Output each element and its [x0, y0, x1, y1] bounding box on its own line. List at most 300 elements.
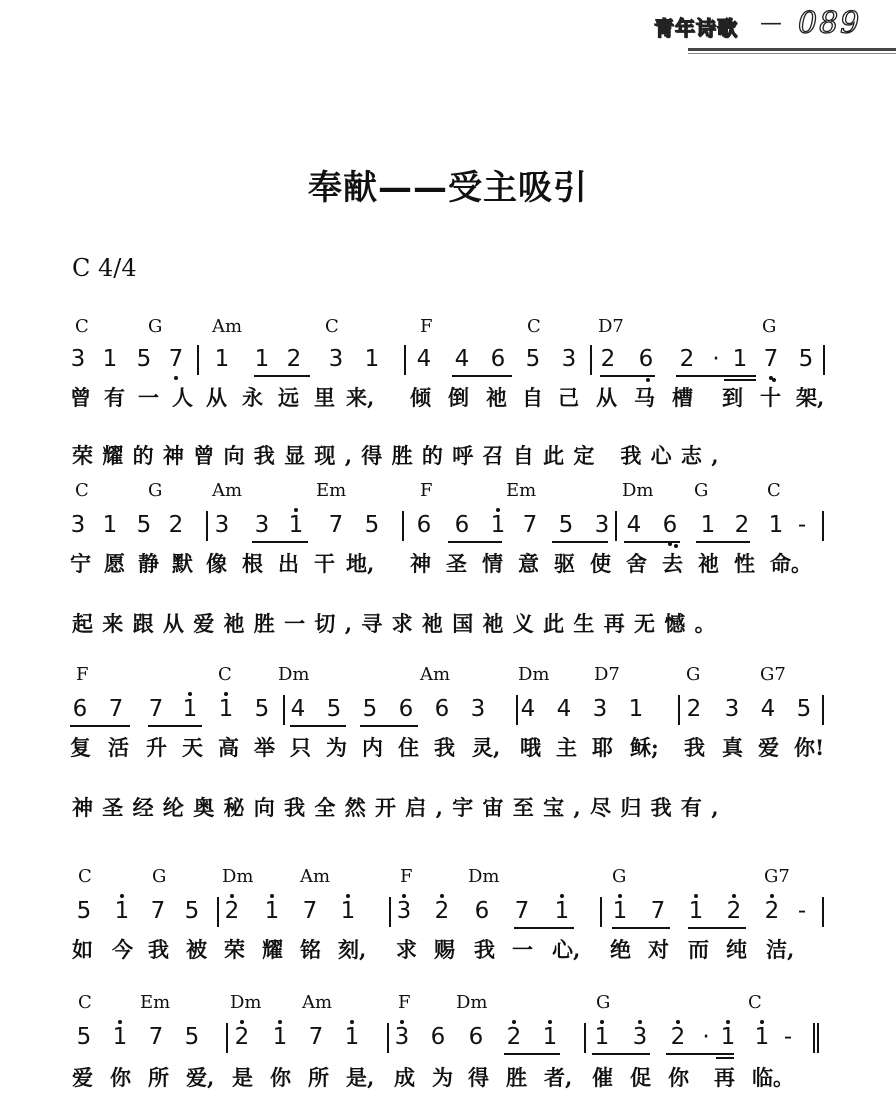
chord-symbol: D7: [594, 664, 620, 685]
lyric-dot: [646, 378, 650, 382]
bar-line: [584, 1023, 586, 1053]
lyric-syllable: 是: [232, 1065, 253, 1090]
final-bar-line: [813, 1023, 819, 1053]
note: 3: [70, 512, 86, 538]
lyric-syllable: 性: [734, 551, 755, 576]
lyric-syllable: 永: [242, 385, 263, 410]
note: 7: [148, 1024, 164, 1050]
note: 3: [561, 346, 577, 372]
chord-symbol: Dm: [278, 664, 310, 685]
header-rule-thin: [688, 53, 896, 54]
note: 2: [679, 346, 695, 372]
lyric-syllable: 所: [148, 1065, 169, 1090]
note: 6: [416, 512, 432, 538]
octave-dot-high: [770, 894, 774, 898]
chord-symbol: Dm: [456, 992, 488, 1013]
lyric-syllable: 天: [182, 735, 203, 760]
lyric-syllable: 里: [314, 385, 335, 410]
lyric-syllable: 从: [206, 385, 227, 410]
lyric-syllable: 荣: [224, 937, 245, 962]
lyric-syllable: 像: [206, 551, 227, 576]
note: 5: [362, 696, 378, 722]
bar-line: [217, 897, 219, 927]
note: ·: [702, 1024, 710, 1050]
octave-dot-high: [230, 894, 234, 898]
lyric-syllable: 举: [254, 735, 275, 760]
note: 2: [286, 346, 302, 372]
chord-symbol: G: [686, 664, 701, 685]
note: 1: [542, 1024, 558, 1050]
lyric-syllable: 祂: [698, 551, 719, 576]
octave-dot-high: [760, 1020, 764, 1024]
octave-dot-high: [676, 1020, 680, 1024]
chord-symbol: C: [527, 316, 541, 337]
lyric-syllable: 耀: [262, 937, 283, 962]
bar-line: [823, 345, 825, 375]
chord-symbol: D7: [598, 316, 624, 337]
lyric-syllable: 我: [684, 735, 705, 760]
note: 6: [468, 1024, 484, 1050]
chord-symbol: C: [748, 992, 762, 1013]
note: 1: [554, 898, 570, 924]
lyric-syllable: 人: [172, 385, 193, 410]
octave-dot-high: [240, 1020, 244, 1024]
lyric-syllable: 意: [518, 551, 539, 576]
lyric-syllable: 被: [186, 937, 207, 962]
note: 1: [102, 512, 118, 538]
song-title: 奉献——受主吸引: [308, 168, 588, 208]
lyric-syllable: 心,: [552, 937, 581, 962]
lyric-syllable: 活: [108, 735, 129, 760]
lyric-syllable: 你: [110, 1065, 131, 1090]
octave-dot-high: [512, 1020, 516, 1024]
lyric-syllable: 爱: [758, 735, 779, 760]
octave-dot-high: [440, 894, 444, 898]
lyric-syllable: 我: [434, 735, 455, 760]
note: 1: [688, 898, 704, 924]
lyric-syllable: 胜: [506, 1065, 527, 1090]
lyric-syllable: 倒: [448, 385, 469, 410]
chord-symbol: C: [78, 992, 92, 1013]
lyric-syllable: 催: [592, 1065, 613, 1090]
note: 4: [760, 696, 776, 722]
note: 7: [522, 512, 538, 538]
verse2-lyric-line: 荣耀的神曾向我显现,得胜的呼召自此定 我心志,: [72, 443, 728, 468]
note: -: [783, 1024, 793, 1050]
chord-symbol: C: [767, 480, 781, 501]
beam-underline: [666, 1053, 734, 1055]
note: 6: [72, 696, 88, 722]
note: 1: [288, 512, 304, 538]
beam-underline: [448, 541, 502, 543]
lyric-syllable: 舍: [626, 551, 647, 576]
note: 2: [726, 898, 742, 924]
note: 2: [434, 898, 450, 924]
lyric-syllable: 愿: [104, 551, 125, 576]
note: 7: [168, 346, 184, 372]
octave-dot-high: [618, 894, 622, 898]
octave-dot-high: [346, 894, 350, 898]
bar-line: [283, 695, 285, 725]
bar-line: [678, 695, 680, 725]
page-header: [640, 8, 896, 42]
note: 6: [398, 696, 414, 722]
beam-underline: [592, 1053, 650, 1055]
beam-underline: [452, 375, 512, 377]
note: 3: [214, 512, 230, 538]
lyric-syllable: 是,: [346, 1065, 375, 1090]
bar-line: [822, 511, 824, 541]
note: 7: [763, 346, 779, 372]
note: 2: [234, 1024, 250, 1050]
bar-line: [404, 345, 406, 375]
note: 5: [798, 346, 814, 372]
lyric-syllable: 求: [396, 937, 417, 962]
note: 1: [732, 346, 748, 372]
note: 3: [328, 346, 344, 372]
chord-symbol: G: [694, 480, 709, 501]
lyric-syllable: 高: [218, 735, 239, 760]
octave-dot-high: [694, 894, 698, 898]
note: 5: [76, 1024, 92, 1050]
octave-dot-high: [548, 1020, 552, 1024]
note: 6: [430, 1024, 446, 1050]
note: 1: [490, 512, 506, 538]
chord-symbol: G: [152, 866, 167, 887]
note: 7: [308, 1024, 324, 1050]
note: 1: [594, 1024, 610, 1050]
lyric-syllable: 促: [630, 1065, 651, 1090]
lyric-syllable: 纯: [726, 937, 747, 962]
octave-dot-high: [600, 1020, 604, 1024]
note: 5: [184, 1024, 200, 1050]
beam-underline-double: [724, 379, 756, 381]
lyric-syllable: 神: [410, 551, 431, 576]
lyric-syllable: 爱,: [186, 1065, 215, 1090]
lyric-syllable: 升: [146, 735, 167, 760]
note: 1: [628, 696, 644, 722]
chord-symbol: Em: [316, 480, 347, 501]
lyric-syllable: 如: [72, 937, 93, 962]
chord-symbol: Dm: [468, 866, 500, 887]
note: 6: [490, 346, 506, 372]
lyric-syllable: 成: [394, 1065, 415, 1090]
lyric-syllable: 静: [138, 551, 159, 576]
octave-dot-high: [638, 1020, 642, 1024]
chord-symbol: G: [148, 316, 163, 337]
note: 5: [254, 696, 270, 722]
note: 3: [70, 346, 86, 372]
note: 6: [434, 696, 450, 722]
note: 7: [650, 898, 666, 924]
bar-line: [590, 345, 592, 375]
lyric-syllable: 宁: [70, 551, 91, 576]
lyric-syllable: 所: [308, 1065, 329, 1090]
note: 3: [396, 898, 412, 924]
note: 1: [612, 898, 628, 924]
note: 6: [454, 512, 470, 538]
lyric-syllable: 地,: [346, 551, 375, 576]
bar-line: [600, 897, 602, 927]
beam-underline: [254, 375, 310, 377]
lyric-syllable: 一: [138, 385, 159, 410]
chord-symbol: G7: [760, 664, 786, 685]
note: 1: [754, 1024, 770, 1050]
note: 3: [724, 696, 740, 722]
book-title: 青年诗歌: [654, 16, 738, 40]
chord-symbol: C: [75, 480, 89, 501]
lyric-syllable: 己: [558, 385, 579, 410]
octave-dot-high: [726, 1020, 730, 1024]
octave-dot-high: [224, 692, 228, 696]
note: 1: [114, 898, 130, 924]
octave-dot-high: [278, 1020, 282, 1024]
lyric-syllable: 根: [242, 551, 263, 576]
chord-symbol: C: [75, 316, 89, 337]
lyric-syllable: 住: [398, 735, 419, 760]
note: 1: [272, 1024, 288, 1050]
lyric-syllable: 内: [362, 735, 383, 760]
chord-symbol: Dm: [622, 480, 654, 501]
chord-symbol: Am: [300, 866, 331, 887]
chord-symbol: C: [325, 316, 339, 337]
chord-symbol: Am: [212, 480, 243, 501]
note: 6: [474, 898, 490, 924]
bar-line: [615, 511, 617, 541]
lyric-syllable: 哦: [520, 735, 541, 760]
beam-underline: [676, 375, 756, 377]
chord-symbol: F: [420, 316, 433, 337]
lyric-syllable: 去: [662, 551, 683, 576]
chord-symbol: G7: [764, 866, 790, 887]
chord-symbol: F: [398, 992, 411, 1013]
lyric-syllable: 临。: [752, 1065, 794, 1090]
lyric-syllable: 出: [278, 551, 299, 576]
bar-line: [206, 511, 208, 541]
note: 3: [394, 1024, 410, 1050]
lyric-syllable: 得: [468, 1065, 489, 1090]
note: 7: [328, 512, 344, 538]
chord-symbol: Am: [212, 316, 243, 337]
note: 3: [254, 512, 270, 538]
octave-dot-high: [400, 1020, 404, 1024]
lyric-syllable: 灵,: [472, 735, 501, 760]
note: 1: [112, 1024, 128, 1050]
lyric-syllable: 而: [688, 937, 709, 962]
note: 7: [148, 696, 164, 722]
lyric-syllable: 洁,: [766, 937, 795, 962]
note: 2: [224, 898, 240, 924]
chord-symbol: G: [762, 316, 777, 337]
chord-symbol: F: [76, 664, 89, 685]
lyric-syllable: 到: [722, 385, 743, 410]
bar-line: [226, 1023, 228, 1053]
lyric-syllable: 今: [112, 937, 133, 962]
note: 3: [470, 696, 486, 722]
lyric-syllable: 爱: [72, 1065, 93, 1090]
lyric-syllable: 十: [760, 385, 781, 410]
chord-symbol: Am: [302, 992, 333, 1013]
lyric-syllable: 铭: [300, 937, 321, 962]
lyric-syllable: 有: [104, 385, 125, 410]
beam-underline: [600, 375, 655, 377]
lyric-dot: [674, 544, 678, 548]
note: 1: [344, 1024, 360, 1050]
lyric-syllable: 复: [70, 735, 91, 760]
lyric-syllable: 为: [432, 1065, 453, 1090]
lyric-syllable: 你!: [794, 735, 825, 760]
note: 7: [302, 898, 318, 924]
lyric-syllable: 驱: [554, 551, 575, 576]
note: 1: [364, 346, 380, 372]
chord-symbol: C: [78, 866, 92, 887]
note: 5: [525, 346, 541, 372]
lyric-syllable: 自: [522, 385, 543, 410]
octave-dot-high: [188, 692, 192, 696]
octave-dot-high: [118, 1020, 122, 1024]
lyric-syllable: 架,: [796, 385, 825, 410]
note: 4: [626, 512, 642, 538]
note: 1: [340, 898, 356, 924]
note: 1: [264, 898, 280, 924]
lyric-syllable: 者,: [544, 1065, 573, 1090]
key-signature: C 4/4: [72, 254, 137, 282]
lyric-syllable: 你: [668, 1065, 689, 1090]
lyric-syllable: 马: [634, 385, 655, 410]
chord-symbol: Em: [140, 992, 171, 1013]
note: 1: [700, 512, 716, 538]
note: 5: [136, 512, 152, 538]
note: -: [797, 512, 807, 538]
note: 1: [214, 346, 230, 372]
lyric-dot: [772, 378, 776, 382]
note: 1: [182, 696, 198, 722]
bar-line: [387, 1023, 389, 1053]
lyric-syllable: 赐: [434, 937, 455, 962]
note: 1: [102, 346, 118, 372]
note: 5: [558, 512, 574, 538]
beam-underline: [360, 725, 418, 727]
lyric-syllable: 槽: [672, 385, 693, 410]
note: 5: [76, 898, 92, 924]
octave-dot-high: [732, 894, 736, 898]
lyric-syllable: 一: [512, 937, 533, 962]
lyric-syllable: 对: [648, 937, 669, 962]
beam-underline: [514, 927, 574, 929]
note: 5: [326, 696, 342, 722]
beam-underline: [552, 541, 608, 543]
beam-underline: [696, 541, 750, 543]
lyric-syllable: 使: [590, 551, 611, 576]
octave-dot-high: [402, 894, 406, 898]
lyric-syllable: 绝: [610, 937, 631, 962]
note: 2: [686, 696, 702, 722]
note: 4: [454, 346, 470, 372]
note: 5: [136, 346, 152, 372]
note: 7: [514, 898, 530, 924]
lyric-syllable: 我: [148, 937, 169, 962]
lyric-syllable: 曾: [70, 385, 91, 410]
note: ·: [712, 346, 720, 372]
note: 1: [254, 346, 270, 372]
bar-line: [822, 695, 824, 725]
lyric-syllable: 干: [314, 551, 335, 576]
header-dash: —: [760, 11, 782, 36]
octave-dot-high: [496, 508, 500, 512]
note: 3: [594, 512, 610, 538]
lyric-syllable: 祂: [486, 385, 507, 410]
lyric-syllable: 你: [270, 1065, 291, 1090]
chord-symbol: G: [148, 480, 163, 501]
chord-symbol: F: [400, 866, 413, 887]
beam-underline: [252, 541, 308, 543]
octave-dot-high: [120, 894, 124, 898]
verse2-lyric-line: 起来跟从爱祂胜一切,寻求祂国祂义此生再无憾。: [72, 611, 725, 636]
octave-dot-low: [668, 542, 672, 546]
lyric-syllable: 为: [326, 735, 347, 760]
octave-dot-high: [350, 1020, 354, 1024]
bar-line: [197, 345, 199, 375]
beam-underline: [688, 927, 746, 929]
octave-dot-high: [270, 894, 274, 898]
beam-underline: [624, 541, 680, 543]
note: 6: [662, 512, 678, 538]
note: 2: [670, 1024, 686, 1050]
note: 3: [592, 696, 608, 722]
chord-symbol: Dm: [222, 866, 254, 887]
lyric-syllable: 默: [172, 551, 193, 576]
lyric-syllable: 主: [556, 735, 577, 760]
bar-line: [389, 897, 391, 927]
note: 7: [108, 696, 124, 722]
verse2-lyric-line: 神圣经纶奥秘向我全然开启,宇宙至宝,尽归我有,: [72, 795, 728, 820]
lyric-syllable: 稣;: [630, 735, 659, 760]
chord-symbol: C: [218, 664, 232, 685]
note: 5: [184, 898, 200, 924]
chord-symbol: Dm: [518, 664, 550, 685]
octave-dot-low: [174, 376, 178, 380]
note: 6: [638, 346, 654, 372]
beam-underline: [148, 725, 202, 727]
note: 2: [734, 512, 750, 538]
note: 2: [764, 898, 780, 924]
note: 1: [218, 696, 234, 722]
note: 2: [168, 512, 184, 538]
beam-underline: [70, 725, 130, 727]
bar-line: [402, 511, 404, 541]
note: 1: [720, 1024, 736, 1050]
lyric-syllable: 来,: [346, 385, 375, 410]
lyric-syllable: 从: [596, 385, 617, 410]
lyric-syllable: 远: [278, 385, 299, 410]
beam-underline: [612, 927, 670, 929]
chord-symbol: Em: [506, 480, 537, 501]
beam-underline-double: [716, 1057, 734, 1059]
chord-symbol: Dm: [230, 992, 262, 1013]
bar-line: [822, 897, 824, 927]
octave-dot-high: [294, 508, 298, 512]
lyric-syllable: 倾: [410, 385, 431, 410]
note: 2: [506, 1024, 522, 1050]
lyric-syllable: 我: [474, 937, 495, 962]
note: 2: [600, 346, 616, 372]
note: 4: [520, 696, 536, 722]
note: 5: [796, 696, 812, 722]
chord-symbol: G: [612, 866, 627, 887]
octave-dot-high: [560, 894, 564, 898]
note: -: [797, 898, 807, 924]
note: 4: [416, 346, 432, 372]
